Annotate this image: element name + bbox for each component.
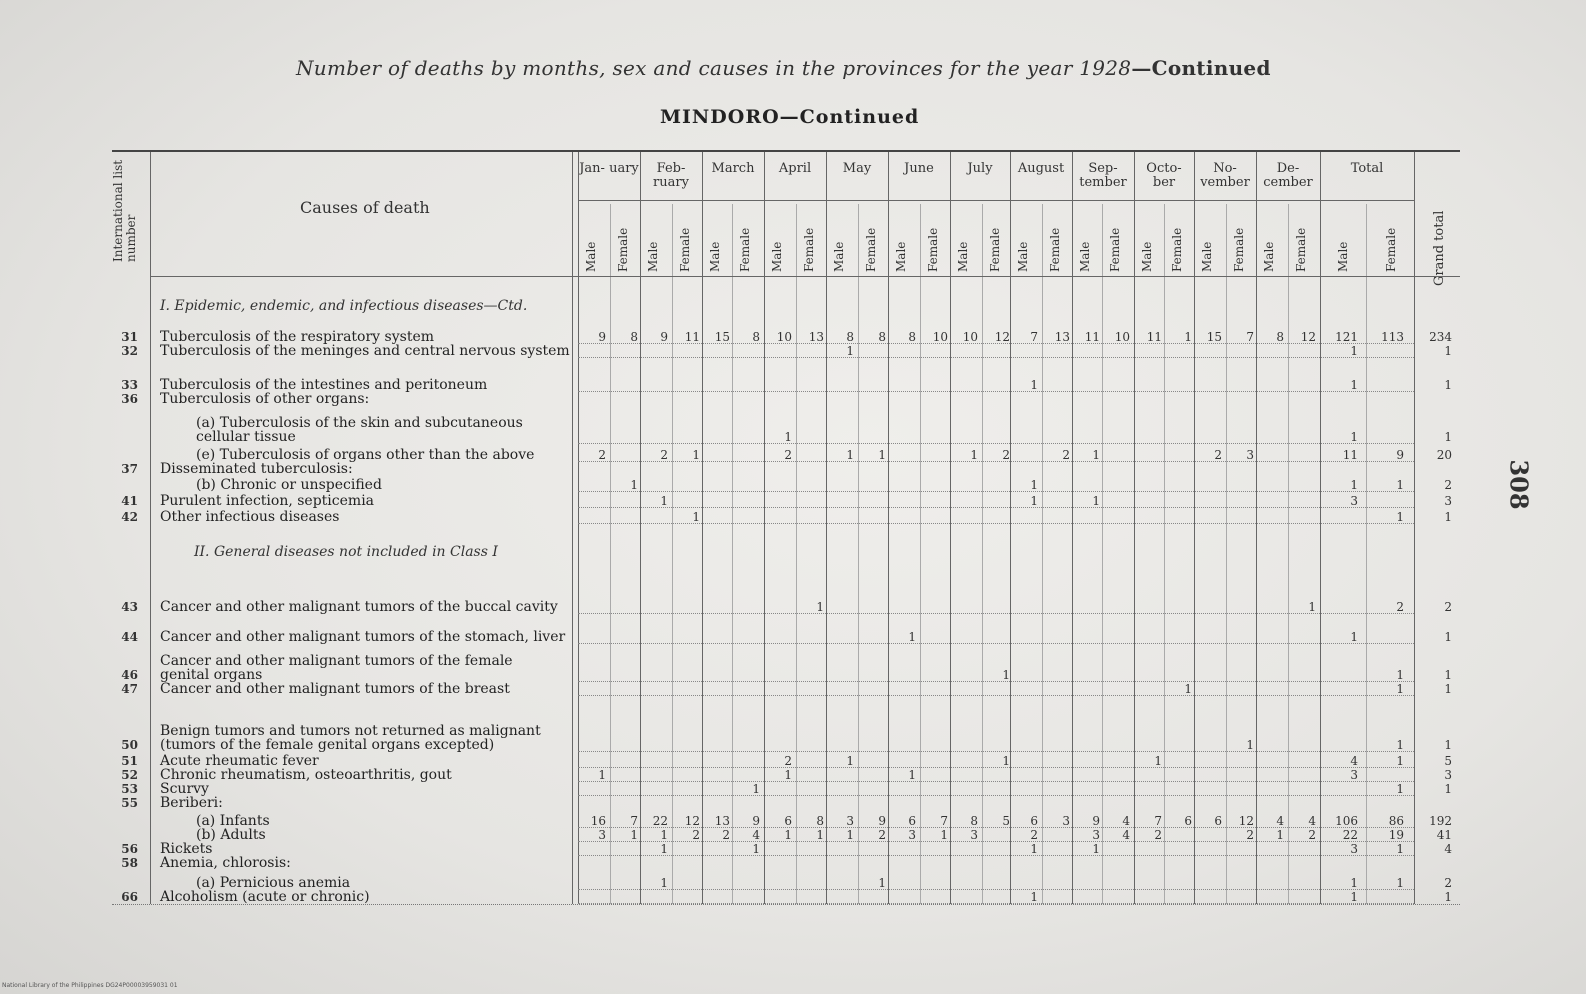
month-cell: 6 (1214, 814, 1222, 828)
total-cell: 22 (1342, 828, 1358, 842)
month-cell: 10 (1114, 330, 1130, 344)
month-cell: 9 (878, 814, 886, 828)
table-row (0, 796, 1586, 814)
month-cell: 2 (722, 828, 730, 842)
month-cell: 1 (1002, 754, 1010, 768)
month-cell: 1 (784, 828, 792, 842)
month-cell: 8 (630, 330, 638, 344)
cause-label: Disseminated tuberculosis: (160, 461, 353, 477)
month-cell: 7 (1030, 330, 1038, 344)
month-header: Jan- uary (579, 161, 639, 176)
causes-header: Causes of death (300, 198, 430, 217)
month-cell: 1 (846, 448, 854, 462)
month-cell: 7 (630, 814, 638, 828)
male-column-header: Male (646, 241, 660, 272)
list-number: 47 (121, 682, 138, 696)
grand-total-cell: 1 (1444, 510, 1452, 524)
month-cell: 2 (784, 754, 792, 768)
header-rule (578, 200, 1414, 201)
list-number: 51 (121, 754, 138, 768)
month-cell: 1 (1276, 828, 1284, 842)
female-column-header: Female (738, 227, 752, 272)
cause-label: Chronic rheumatism, osteoarthritis, gout (160, 767, 452, 783)
list-number: 43 (121, 600, 138, 614)
table-row (0, 510, 1586, 528)
cause-label: (b) Chronic or unspecified (196, 477, 382, 493)
male-column-header: Male (708, 241, 722, 272)
total-cell: 1 (1396, 738, 1404, 752)
month-cell: 3 (1092, 828, 1100, 842)
list-number: 44 (121, 630, 138, 644)
month-cell: 8 (970, 814, 978, 828)
total-cell: 1 (1396, 782, 1404, 796)
list-number: 52 (121, 768, 138, 782)
list-number: 42 (121, 510, 138, 524)
total-cell: 1 (1396, 682, 1404, 696)
month-cell: 1 (598, 768, 606, 782)
leader-dots (578, 643, 1414, 644)
leader-dots (578, 507, 1414, 508)
month-header: March (711, 161, 755, 176)
female-column-header: Female (616, 227, 630, 272)
month-cell: 12 (1300, 330, 1316, 344)
list-number: 37 (121, 462, 138, 476)
grand-total-cell: 4 (1444, 842, 1452, 856)
table-row (0, 890, 1586, 908)
month-cell: 1 (1030, 378, 1038, 392)
grand-total-cell: 2 (1444, 600, 1452, 614)
total-cell: 1 (1396, 754, 1404, 768)
month-cell: 1 (1184, 682, 1192, 696)
month-cell: 1 (660, 876, 668, 890)
month-cell: 1 (630, 828, 638, 842)
month-cell: 7 (1154, 814, 1162, 828)
table-row (0, 600, 1586, 618)
list-number: 58 (121, 856, 138, 870)
total-cell: 86 (1388, 814, 1404, 828)
total-cell: 1 (1396, 842, 1404, 856)
month-cell: 8 (908, 330, 916, 344)
month-header: No- vember (1200, 161, 1250, 190)
grand-total-cell: 1 (1444, 782, 1452, 796)
month-cell: 2 (692, 828, 700, 842)
total-cell: 1 (1350, 478, 1358, 492)
month-cell: 1 (660, 828, 668, 842)
month-cell: 2 (1308, 828, 1316, 842)
month-cell: 1 (1030, 494, 1038, 508)
month-header: April (778, 161, 812, 176)
month-cell: 3 (1062, 814, 1070, 828)
leader-dots (578, 695, 1414, 696)
month-cell: 2 (1246, 828, 1254, 842)
cause-label: Tuberculosis of the respiratory system (160, 329, 435, 345)
male-column-header: Male (1016, 241, 1030, 272)
month-cell: 11 (1146, 330, 1162, 344)
total-cell: 1 (1396, 876, 1404, 890)
list-number: 36 (121, 392, 138, 406)
month-header: De- cember (1263, 161, 1313, 190)
month-cell: 1 (1308, 600, 1316, 614)
month-cell: 1 (660, 842, 668, 856)
month-cell: 16 (590, 814, 606, 828)
grand-total-cell: 1 (1444, 668, 1452, 682)
month-header: Feb- ruary (653, 161, 689, 190)
total-cell: 1 (1396, 668, 1404, 682)
month-cell: 2 (1154, 828, 1162, 842)
grand-total-cell: 1 (1444, 630, 1452, 644)
month-cell: 13 (714, 814, 730, 828)
month-cell: 1 (878, 448, 886, 462)
grand-total-cell: 20 (1436, 448, 1452, 462)
male-column-header: Male (1078, 241, 1092, 272)
month-cell: 9 (598, 330, 606, 344)
month-cell: 9 (660, 330, 668, 344)
month-cell: 1 (1092, 494, 1100, 508)
list-number: 55 (121, 796, 138, 810)
table-row (0, 630, 1586, 648)
month-cell: 4 (1122, 814, 1130, 828)
month-cell: 1 (1092, 448, 1100, 462)
grand-total-cell: 1 (1444, 378, 1452, 392)
month-header: August (1017, 161, 1065, 176)
month-cell: 13 (808, 330, 824, 344)
month-cell: 6 (1030, 814, 1038, 828)
month-cell: 8 (878, 330, 886, 344)
month-cell: 1 (878, 876, 886, 890)
month-cell: 1 (692, 510, 700, 524)
month-cell: 6 (784, 814, 792, 828)
cause-label: Alcoholism (acute or chronic) (160, 889, 370, 905)
cause-label: Scurvy (160, 781, 209, 797)
list-number: 31 (121, 330, 138, 344)
grand-total-cell: 2 (1444, 478, 1452, 492)
month-cell: 10 (962, 330, 978, 344)
month-cell: 1 (970, 448, 978, 462)
list-number: 46 (121, 668, 138, 682)
month-cell: 1 (752, 782, 760, 796)
female-column-header: Female (802, 227, 816, 272)
month-cell: 8 (752, 330, 760, 344)
month-cell: 3 (598, 828, 606, 842)
table-row (0, 392, 1586, 410)
list-number: 53 (121, 782, 138, 796)
cause-label: Cancer and other malignant tumors of the stomach, liver (160, 629, 566, 645)
cause-label: Acute rheumatic fever (160, 753, 319, 769)
month-cell: 1 (816, 828, 824, 842)
cause-label: (a) Infants (196, 813, 270, 829)
leader-dots (578, 491, 1414, 492)
month-cell: 2 (1002, 448, 1010, 462)
month-cell: 1 (630, 478, 638, 492)
month-cell: 1 (1030, 842, 1038, 856)
male-column-header: Male (894, 241, 908, 272)
month-cell: 13 (1054, 330, 1070, 344)
total-cell: 1 (1350, 890, 1358, 904)
list-number: 32 (121, 344, 138, 358)
month-cell: 3 (908, 828, 916, 842)
grand-total-cell: 1 (1444, 682, 1452, 696)
female-column-header: Female (926, 227, 940, 272)
total-cell: 1 (1350, 630, 1358, 644)
page-title: Number of deaths by months, sex and causes in the provinces for the year 1928—Continued (296, 56, 1271, 80)
month-cell: 7 (1246, 330, 1254, 344)
grand-total-cell: 3 (1444, 768, 1452, 782)
total-cell: 113 (1381, 330, 1404, 344)
cause-label: (b) Adults (196, 827, 266, 843)
list-number: 66 (121, 890, 138, 904)
month-cell: 1 (908, 768, 916, 782)
month-cell: 4 (1122, 828, 1130, 842)
grand-total-cell: 234 (1429, 330, 1452, 344)
total-cell: 9 (1396, 448, 1404, 462)
cause-label: Cancer and other malignant tumors of the female genital organs (160, 653, 513, 683)
grand-total-cell: 1 (1444, 738, 1452, 752)
month-cell: 22 (652, 814, 668, 828)
section-heading-2: II. General diseases not included in Class I (194, 544, 498, 560)
total-cell: 4 (1350, 754, 1358, 768)
month-cell: 1 (1002, 668, 1010, 682)
month-cell: 15 (1206, 330, 1222, 344)
total-cell: 11 (1342, 448, 1358, 462)
grand-total-cell: 1 (1444, 890, 1452, 904)
month-header: May (842, 161, 872, 176)
month-cell: 2 (1214, 448, 1222, 462)
total-cell: 19 (1388, 828, 1404, 842)
table-row (0, 344, 1586, 362)
cause-label: (e) Tuberculosis of organs other than the above (196, 447, 535, 463)
leader-dots (578, 903, 1414, 904)
section-heading-1: I. Epidemic, endemic, and infectious diseases—Ctd. (160, 298, 528, 314)
male-column-header: Male (770, 241, 784, 272)
month-cell: 1 (752, 842, 760, 856)
month-cell: 1 (784, 430, 792, 444)
male-column-header: Male (1336, 241, 1350, 272)
month-cell: 11 (684, 330, 700, 344)
month-cell: 1 (692, 448, 700, 462)
month-header: Octo- ber (1146, 161, 1182, 190)
male-column-header: Male (584, 241, 598, 272)
cause-label: (a) Pernicious anemia (196, 875, 351, 891)
table-row (0, 682, 1586, 700)
cause-label: Beriberi: (160, 795, 223, 811)
male-column-header: Male (956, 241, 970, 272)
cause-label: Tuberculosis of the intestines and peritoneum (160, 377, 488, 393)
month-cell: 1 (1184, 330, 1192, 344)
month-cell: 1 (1030, 478, 1038, 492)
month-cell: 4 (752, 828, 760, 842)
leader-dots (578, 751, 1414, 752)
cause-label: Tuberculosis of other organs: (160, 391, 370, 407)
month-cell: 7 (940, 814, 948, 828)
cause-label: Rickets (160, 841, 213, 857)
male-column-header: Male (1200, 241, 1214, 272)
month-cell: 1 (784, 768, 792, 782)
month-cell: 1 (1030, 890, 1038, 904)
month-cell: 12 (994, 330, 1010, 344)
cause-label: Other infectious diseases (160, 509, 340, 525)
total-cell: 1 (1396, 510, 1404, 524)
female-column-header: Female (1108, 227, 1122, 272)
table-row (0, 856, 1586, 874)
female-column-header: Female (678, 227, 692, 272)
month-cell: 11 (1084, 330, 1100, 344)
total-cell: 1 (1350, 430, 1358, 444)
leader-dots (578, 613, 1414, 614)
total-cell: 106 (1335, 814, 1358, 828)
month-header: June (904, 161, 934, 176)
grand-total-cell: 5 (1444, 754, 1452, 768)
female-column-header: Female (1294, 227, 1308, 272)
cause-label: Cancer and other malignant tumors of the buccal cavity (160, 599, 558, 615)
male-column-header: Male (1140, 241, 1154, 272)
leader-dots (578, 443, 1414, 444)
month-cell: 15 (714, 330, 730, 344)
footer-credit: National Library of the Philippines DG24P00003959031 01 (2, 982, 178, 989)
leader-dots (578, 357, 1414, 358)
female-column-header: Female (1048, 227, 1062, 272)
month-cell: 9 (1092, 814, 1100, 828)
month-header: Sep- tember (1079, 161, 1127, 190)
province-subtitle: MINDORO—Continued (660, 106, 920, 128)
total-cell: 1 (1350, 344, 1358, 358)
month-cell: 9 (752, 814, 760, 828)
list-number-header: International list number (111, 159, 138, 262)
female-column-header: Female (988, 227, 1002, 272)
month-cell: 1 (908, 630, 916, 644)
grand-total-cell: 1 (1444, 344, 1452, 358)
cause-label: Benign tumors and tumors not returned as malignant (tumors of the female genital organs excepted) (160, 723, 541, 753)
total-cell: 121 (1335, 330, 1358, 344)
month-header: Total (1350, 161, 1384, 176)
total-cell: 3 (1350, 842, 1358, 856)
month-cell: 1 (816, 600, 824, 614)
female-column-header: Female (1384, 227, 1398, 272)
female-column-header: Female (1170, 227, 1184, 272)
list-number: 56 (121, 842, 138, 856)
month-cell: 1 (1154, 754, 1162, 768)
total-cell: 1 (1350, 378, 1358, 392)
month-cell: 6 (908, 814, 916, 828)
month-cell: 12 (684, 814, 700, 828)
grand-total-cell: 192 (1429, 814, 1452, 828)
table-top-rule (112, 150, 1460, 152)
month-cell: 12 (1238, 814, 1254, 828)
header-rule (150, 276, 1460, 277)
month-cell: 2 (598, 448, 606, 462)
grand-total-header: Grand total (1432, 210, 1447, 286)
cause-label: (a) Tuberculosis of the skin and subcutaneous cellular tissue (196, 415, 523, 445)
month-cell: 1 (846, 828, 854, 842)
month-cell: 1 (1246, 738, 1254, 752)
page-number: 308 (1504, 459, 1534, 510)
month-cell: 1 (846, 344, 854, 358)
table-row (0, 415, 1586, 448)
month-cell: 3 (846, 814, 854, 828)
cause-label: Cancer and other malignant tumors of the breast (160, 681, 510, 697)
month-cell: 1 (660, 494, 668, 508)
grand-total-cell: 41 (1436, 828, 1452, 842)
month-cell: 3 (1246, 448, 1254, 462)
male-column-header: Male (832, 241, 846, 272)
list-number: 33 (121, 378, 138, 392)
male-column-header: Male (1262, 241, 1276, 272)
month-cell: 4 (1276, 814, 1284, 828)
month-cell: 10 (776, 330, 792, 344)
total-cell: 1 (1396, 478, 1404, 492)
month-cell: 3 (970, 828, 978, 842)
month-cell: 2 (1030, 828, 1038, 842)
month-cell: 8 (816, 814, 824, 828)
grand-total-cell: 3 (1444, 494, 1452, 508)
leader-dots (578, 523, 1414, 524)
month-cell: 10 (932, 330, 948, 344)
total-cell: 3 (1350, 768, 1358, 782)
female-column-header: Female (1232, 227, 1246, 272)
month-cell: 6 (1184, 814, 1192, 828)
female-column-header: Female (864, 227, 878, 272)
cause-label: Tuberculosis of the meninges and central nervous system (160, 343, 570, 359)
month-cell: 1 (940, 828, 948, 842)
month-cell: 2 (1062, 448, 1070, 462)
month-cell: 1 (846, 754, 854, 768)
month-cell: 8 (846, 330, 854, 344)
list-number: 41 (121, 494, 138, 508)
month-cell: 1 (1092, 842, 1100, 856)
list-number: 50 (121, 738, 138, 752)
grand-total-cell: 2 (1444, 876, 1452, 890)
month-cell: 4 (1308, 814, 1316, 828)
cause-label: Anemia, chlorosis: (160, 855, 291, 871)
month-cell: 8 (1276, 330, 1284, 344)
grand-total-cell: 1 (1444, 430, 1452, 444)
month-cell: 2 (784, 448, 792, 462)
total-cell: 2 (1396, 600, 1404, 614)
cause-label: Purulent infection, septicemia (160, 493, 375, 509)
total-cell: 1 (1350, 876, 1358, 890)
month-cell: 2 (660, 448, 668, 462)
total-cell: 3 (1350, 494, 1358, 508)
month-cell: 5 (1002, 814, 1010, 828)
month-header: July (967, 161, 993, 176)
month-cell: 2 (878, 828, 886, 842)
